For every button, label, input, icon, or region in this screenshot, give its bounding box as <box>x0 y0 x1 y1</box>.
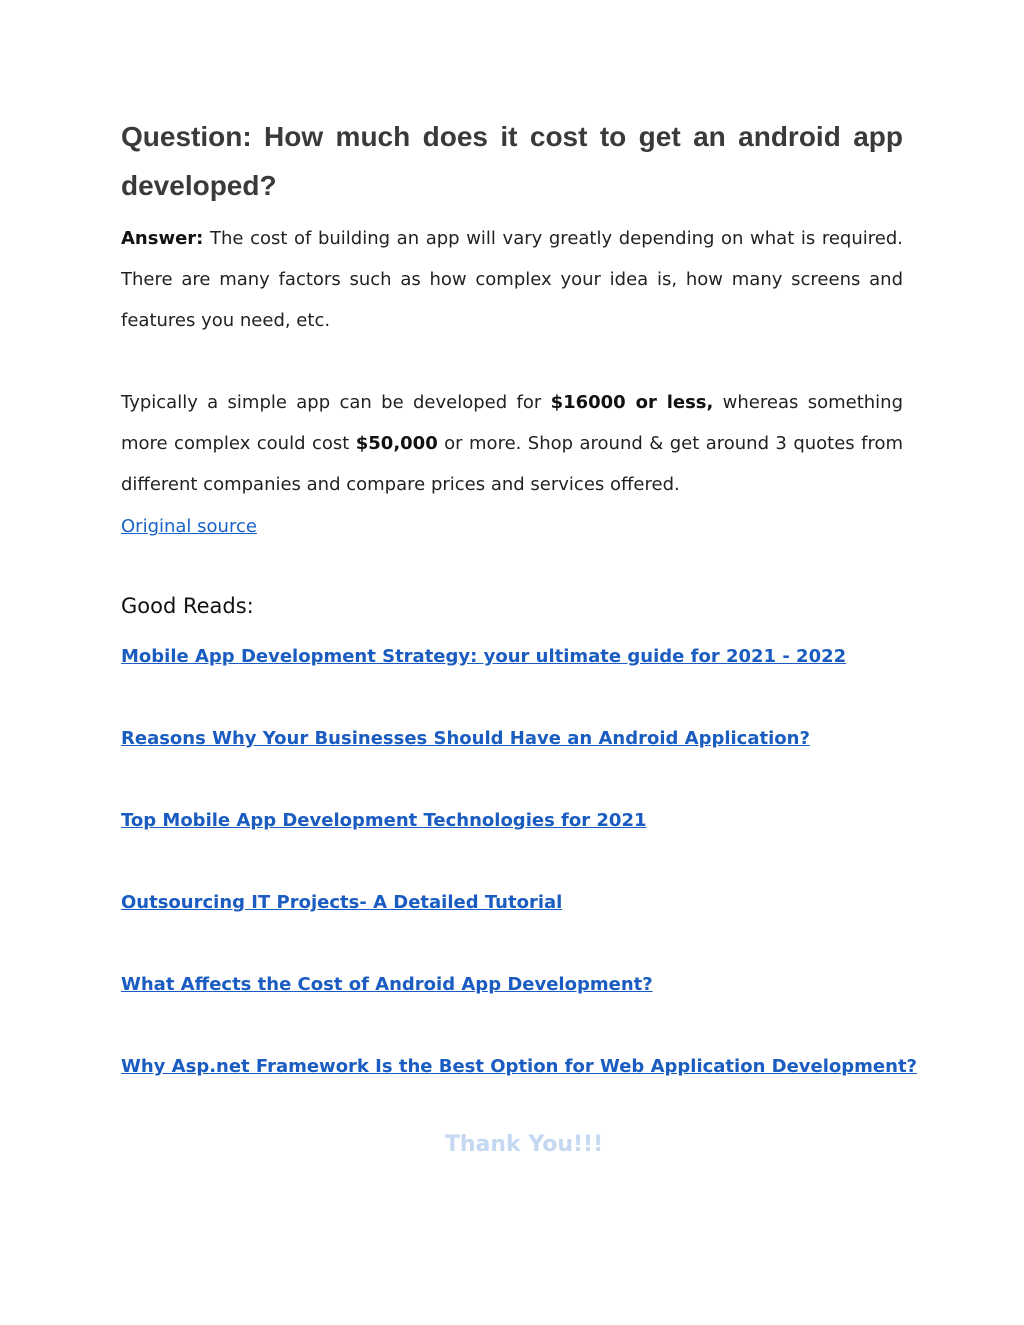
original-source-link[interactable]: Original source <box>121 516 257 537</box>
list-item <box>121 1046 917 1128</box>
read-link-app-strategy[interactable]: Mobile App Development Strategy: your ultimate guide for 2021 - 2022 <box>121 646 847 667</box>
pricing-paragraph <box>121 382 903 505</box>
list-item <box>121 718 903 800</box>
pricing-text-1: Typically a simple app can be developed for <box>121 392 551 413</box>
pricing-simple-cost: $16000 or less, <box>550 392 714 413</box>
list-item <box>121 964 903 1046</box>
good-reads-heading: Good Reads: <box>121 594 254 618</box>
list-item <box>121 800 903 882</box>
thank-you-text: Thank You!!! <box>444 1132 604 1157</box>
pricing-complex-cost: $50,000 <box>355 433 438 454</box>
pricing-text-2: whereas something more complex could cost <box>121 392 903 454</box>
answer-paragraph <box>121 218 903 341</box>
good-reads-list <box>121 636 917 1128</box>
question-heading: Question: How much does it cost to get an android app developed? <box>121 121 903 201</box>
read-link-android-reasons[interactable]: Reasons Why Your Businesses Should Have an Android Application? <box>121 728 810 749</box>
read-link-android-cost[interactable]: What Affects the Cost of Android App Development? <box>121 974 653 995</box>
list-item <box>121 636 903 718</box>
list-item <box>121 882 903 964</box>
read-link-top-technologies[interactable]: Top Mobile App Development Technologies for 2021 <box>121 810 647 831</box>
read-link-outsourcing[interactable]: Outsourcing IT Projects- A Detailed Tutorial <box>121 892 563 913</box>
answer-text: The cost of building an app will vary greatly depending on what is required. There are many factors such as how complex your idea is, how many screens and features you need, etc. <box>121 228 903 331</box>
pricing-text-3: or more. Shop around & get around 3 quotes from different companies and compare prices and services offered. <box>121 433 903 495</box>
answer-label: Answer: <box>121 228 204 249</box>
read-link-aspnet[interactable]: Why Asp.net Framework Is the Best Option for Web Application Development? <box>121 1056 917 1077</box>
